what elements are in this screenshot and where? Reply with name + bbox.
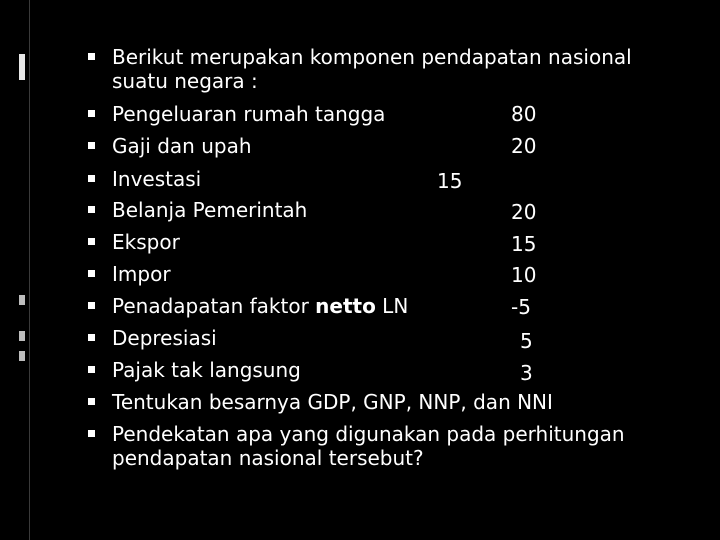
bullet-icon [88, 53, 95, 60]
bullet-item-question-approach-continuation: pendapatan nasional tersebut? [112, 446, 424, 470]
bullet-icon [88, 302, 95, 309]
bullet-item-depreciation: Depresiasi [112, 326, 217, 350]
bullet-item-investment: Investasi [112, 167, 202, 191]
bullet-icon [88, 142, 95, 149]
government-spending-value: 20 [511, 200, 537, 224]
imports-value: 10 [511, 263, 537, 287]
net-factor-label-start: Penadapatan faktor [112, 294, 316, 318]
investment-value: 15 [437, 169, 463, 193]
bullet-item-exports: Ekspor [112, 230, 180, 254]
wages-value: 20 [511, 134, 537, 158]
bullet-icon [88, 366, 95, 373]
bullet-item-indirect-tax: Pajak tak langsung [112, 358, 301, 382]
bullet-icon [88, 175, 95, 182]
depreciation-value: 5 [520, 329, 533, 353]
bullet-item-consumption: Pengeluaran rumah tangga [112, 102, 386, 126]
bullet-item-wages: Gaji dan upah [112, 134, 252, 158]
bullet-icon [88, 398, 95, 405]
consumption-value: 80 [511, 102, 537, 126]
net-factor-label-end: LN [375, 294, 409, 318]
net-factor-income-value: -5 [511, 295, 531, 319]
bullet-icon [88, 430, 95, 437]
bullet-item-question-gdp: Tentukan besarnya GDP, GNP, NNP, dan NNI [112, 390, 553, 414]
net-factor-label-bold: netto [315, 294, 376, 318]
bullet-icon [88, 270, 95, 277]
bullet-item-net-factor-income [112, 294, 408, 318]
bullet-icon [88, 334, 95, 341]
bullet-item-government-spending: Belanja Pemerintah [112, 198, 308, 222]
bullet-item-intro-continuation: suatu negara : [112, 69, 258, 93]
bullet-item-imports: Impor [112, 262, 171, 286]
bullet-icon [88, 206, 95, 213]
bullet-item-intro: Berikut merupakan komponen pendapatan nasional [112, 45, 632, 69]
bullet-icon [88, 110, 95, 117]
bullet-item-question-approach: Pendekatan apa yang digunakan pada perhitungan [112, 422, 625, 446]
exports-value: 15 [511, 232, 537, 256]
bullet-icon [88, 238, 95, 245]
indirect-tax-value: 3 [520, 361, 533, 385]
